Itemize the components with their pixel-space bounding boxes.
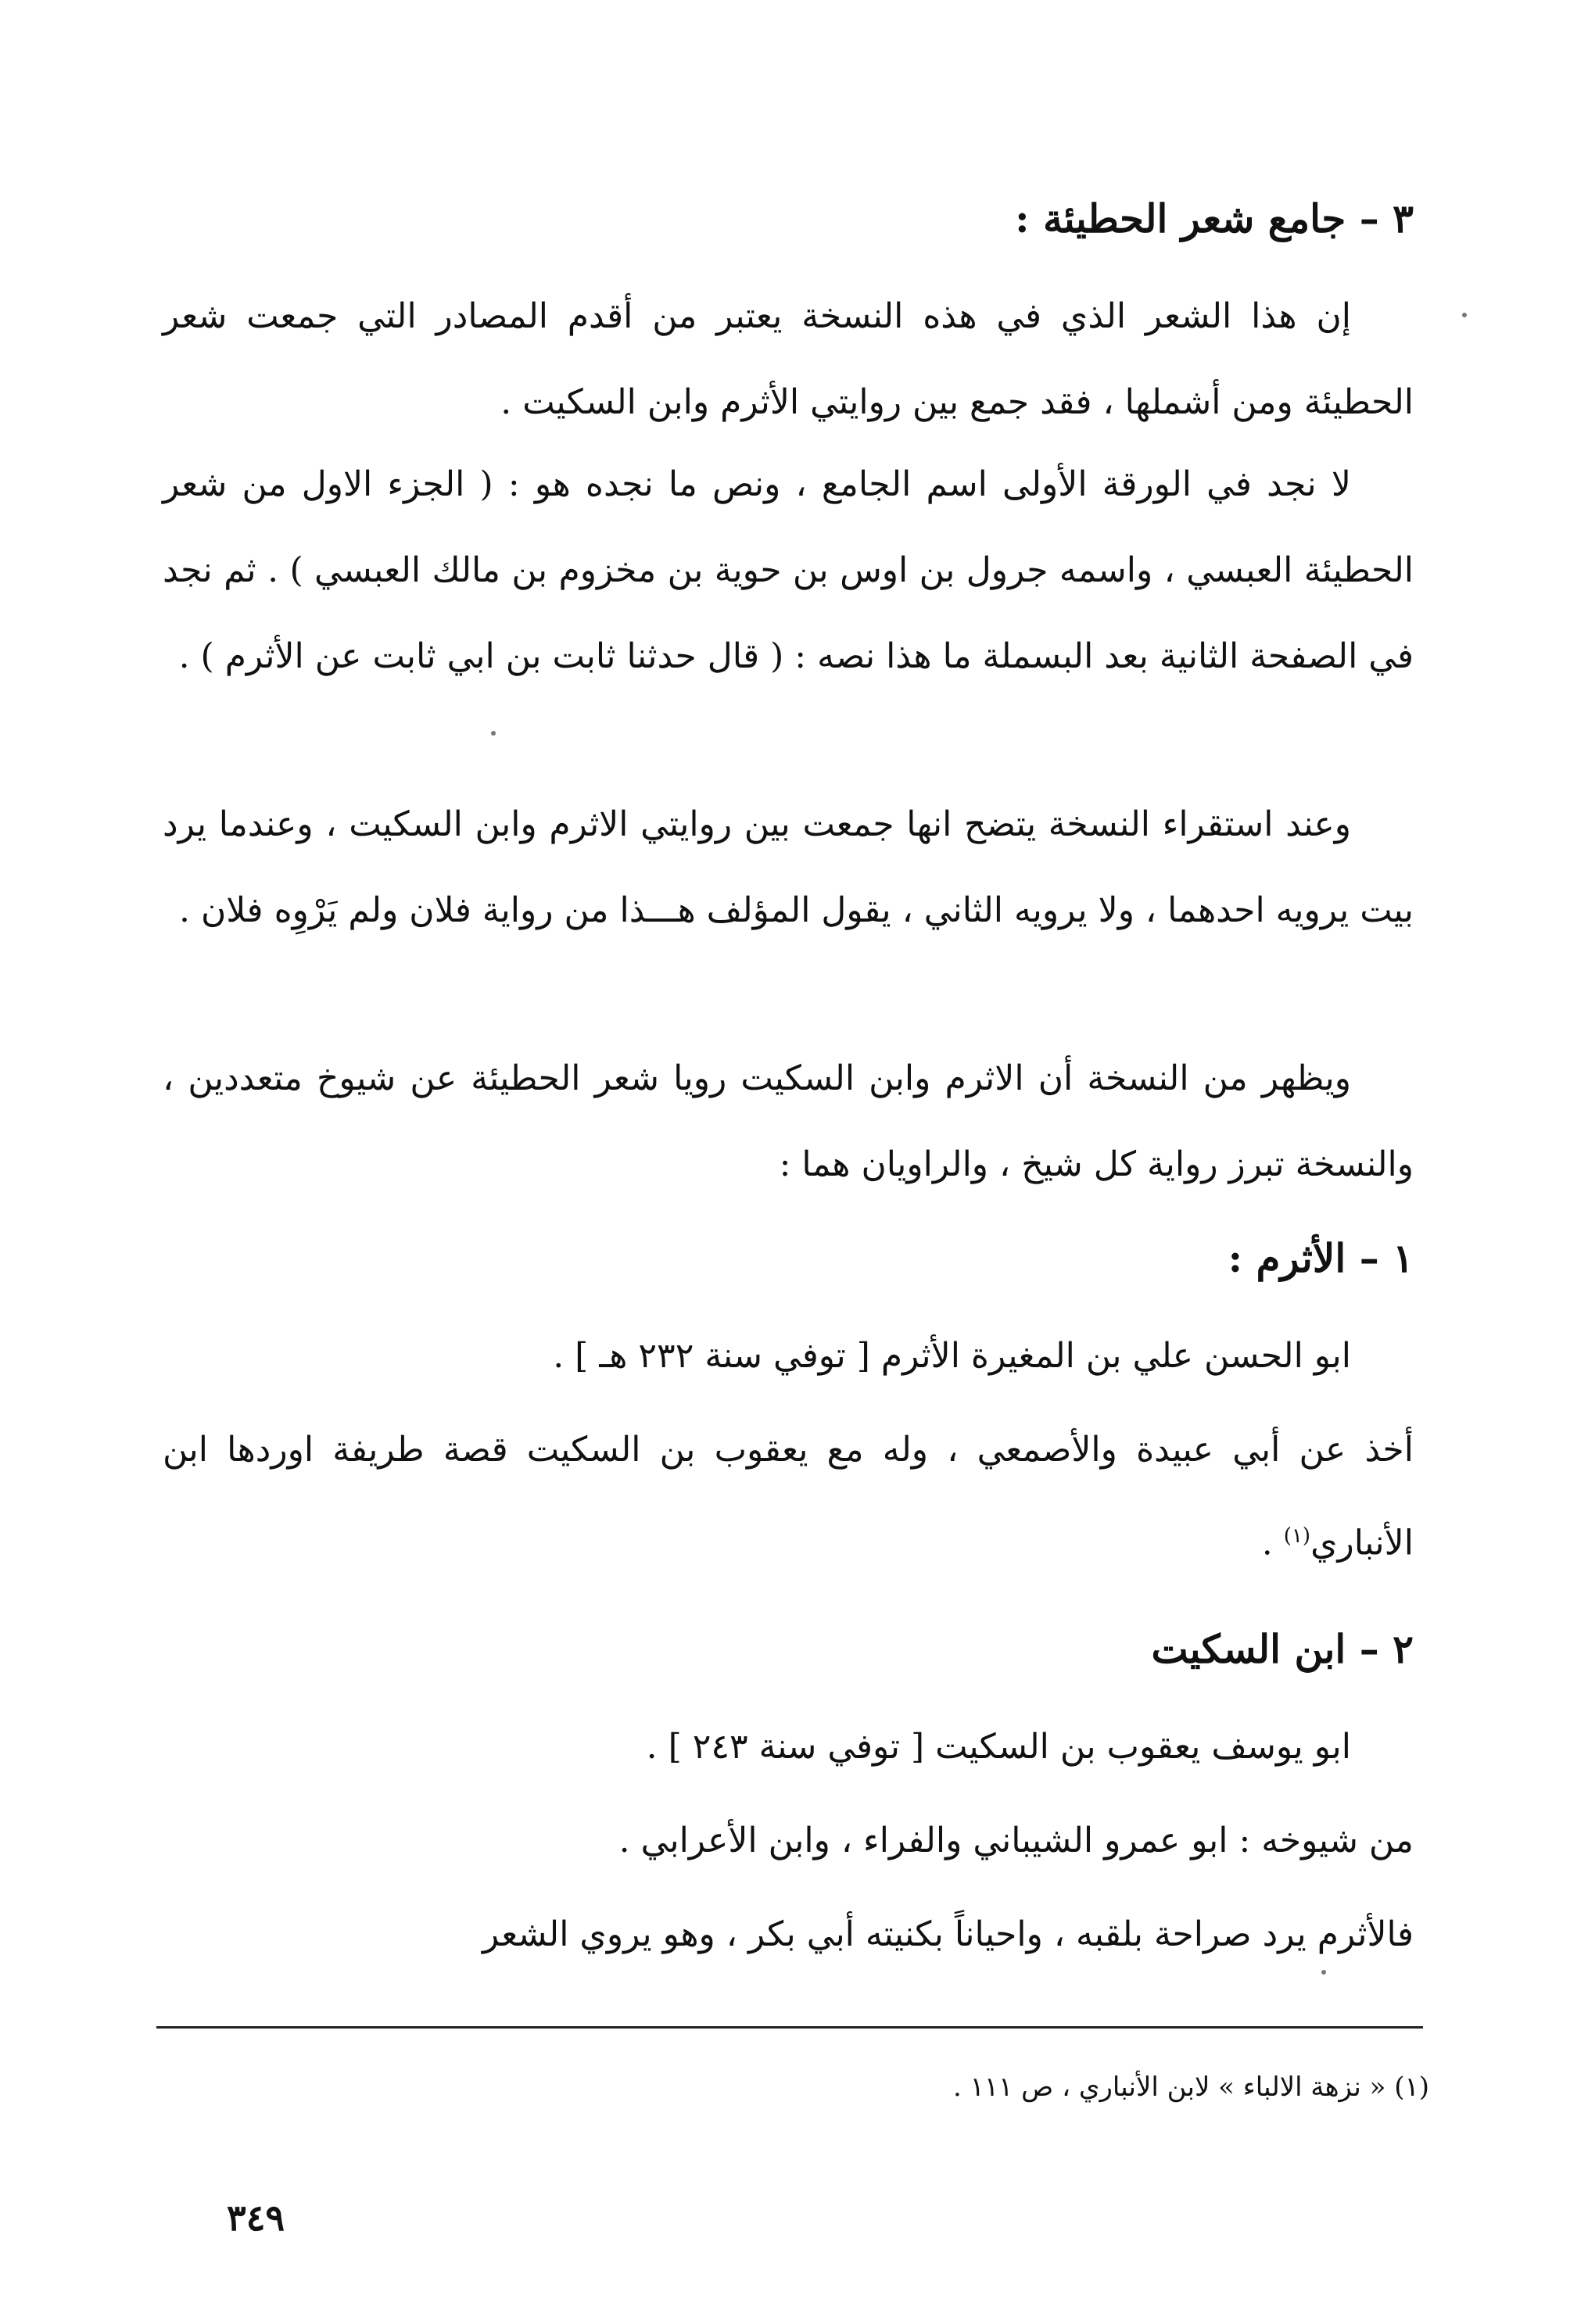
sikkit-line-3: فالأثرم يرد صراحة بلقبه ، واحياناً بكنيته أبي بكر ، وهو يروي الشعر <box>482 1914 1414 1954</box>
athram-line-2 <box>163 1407 1414 1587</box>
athram-heading: ١ – الأثرم : <box>1228 1235 1414 1281</box>
paragraph-3: وعند استقراء النسخة يتضح انها جمعت بين روايتي الاثرم وابن السكيت ، وعندما يرد بيت يرويه احدهما ، ولا يرويه الثاني ، يقول المؤلف هـــذا من رواية فلان ولم يَرْوِه فلان . <box>163 804 1414 930</box>
scan-speck <box>1321 1970 1326 1975</box>
footnote-1: (١) « نزهة الالباء » لابن الأنباري ، ص ١١١ . <box>952 2072 1429 2103</box>
sikkit-heading: ٢ – ابن السكيت <box>1151 1626 1414 1672</box>
scan-speck <box>1462 313 1467 317</box>
athram-line-2-text: أخذ عن أبي عبيدة والأصمعي ، وله مع يعقوب بن السكيت قصة طريفة اوردها ابن الأنباري <box>163 1430 1414 1563</box>
page-number: ٣٤٩ <box>227 2197 285 2239</box>
sikkit-line-1: ابو يوسف يعقوب بن السكيت [ توفي سنة ٢٤٣ ] . <box>646 1727 1351 1767</box>
athram-line-2-end: . <box>1261 1523 1284 1563</box>
section-3-heading: ٣ – جامع شعر الحطيئة : <box>1015 195 1414 242</box>
footnote-reference: (١) <box>1283 1524 1311 1548</box>
footnote-separator <box>156 2026 1423 2029</box>
scan-speck <box>491 731 496 736</box>
paragraph-1: إن هذا الشعر الذي في هذه النسخة يعتبر من أقدم المصادر التي جمعت شعر الحطيئة ومن أشملها ، فقد جمع بين روايتي الأثرم وابن السكيت . <box>163 296 1414 422</box>
sikkit-line-2: من شيوخه : ابو عمرو الشيباني والفراء ، وابن الأعرابي . <box>618 1821 1414 1860</box>
paragraph-4: ويظهر من النسخة أن الاثرم وابن السكيت رويا شعر الحطيئة عن شيوخ متعددين ، والنسخة تبرز رواية كل شيخ ، والراويان هما : <box>163 1058 1414 1184</box>
athram-line-1: ابو الحسن علي بن المغيرة الأثرم [ توفي سنة ٢٣٢ هـ ] . <box>553 1336 1351 1376</box>
paragraph-2: لا نجد في الورقة الأولى اسم الجامع ، ونص ما نجده هو : ( الجزء الاول من شعر الحطيئة العبسي ، واسمه جرول بن اوس بن حوية بن مخزوم بن مالك العبسي ) . ثم نجد في الصفحة الثانية بعد البسملة ما هذا نصه : ( قال حدثنا ثابت بن ابي ثابت عن الأثرم ) . <box>163 464 1414 676</box>
